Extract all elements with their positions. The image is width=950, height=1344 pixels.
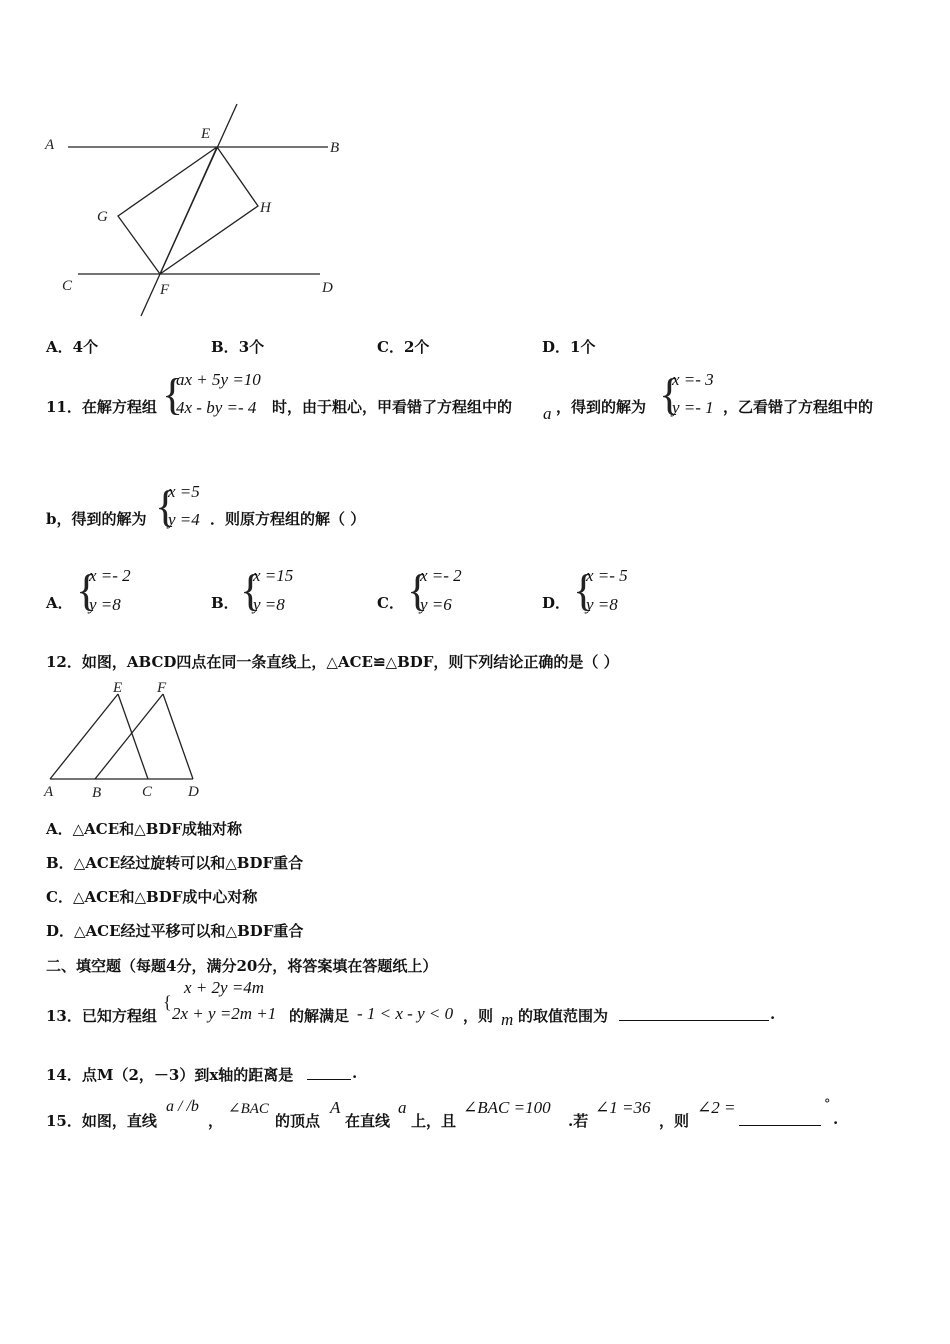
q15-part4: 在直线 [345, 1112, 391, 1130]
q11-line2-prefix: b，得到的解为 [46, 510, 147, 528]
q11-mid1: 时，由于粗心，甲看错了方程组中的 [272, 398, 513, 416]
q11-option-b-y: y =8 [253, 595, 285, 614]
label-f: F [160, 282, 170, 298]
q15-math-angle1: ∠1 =36 [595, 1098, 651, 1117]
segment-bf [95, 694, 163, 779]
segment-ae [50, 694, 118, 779]
q11-sol2-y: y =4 [168, 510, 200, 529]
q11-option-c-x: x =- 2 [420, 566, 462, 585]
q13-end: . [770, 1005, 776, 1023]
q15-part6: .若 [568, 1112, 589, 1130]
q11-option-a-letter: A． [46, 594, 73, 612]
q15-math-angle-bac: ∠BAC [228, 1101, 269, 1117]
q13-eq1: x + 2y =4m [184, 978, 265, 997]
q15-math-a-vertex: A [330, 1098, 341, 1117]
q11-option-b-brace: { [240, 566, 262, 615]
q10-option-d: D．1个 [542, 338, 596, 356]
q13-answer-blank[interactable] [619, 1006, 769, 1021]
q11-option-a-y: y =8 [89, 595, 121, 614]
q15-end: . [833, 1110, 839, 1128]
label-a: A [45, 137, 55, 153]
q12-option-c: C．△ACE和△BDF成中心对称 [46, 888, 258, 906]
segment-ec [118, 694, 148, 779]
q15-degree: ° [824, 1097, 831, 1112]
q13-eq2: 2x + y =2m +1 [172, 1004, 277, 1023]
q10-option-c: C．2个 [377, 338, 430, 356]
q11-option-a-brace: { [76, 566, 98, 615]
q15-math-line-a: a [398, 1098, 407, 1117]
label-c: C [142, 784, 153, 800]
q14-text: 14．点M（2，－3）到x轴的距离是 [46, 1066, 294, 1084]
q11-option-d-x: x =- 5 [586, 566, 628, 585]
q15-answer-blank[interactable] [739, 1111, 821, 1126]
q13-var-m: m [501, 1010, 514, 1029]
q15-part7: ，则 [659, 1112, 690, 1130]
q10-option-b: B．3个 [211, 338, 265, 356]
q15-part1: 15．如图，直线 [46, 1112, 157, 1130]
q11-option-b-letter: B． [211, 594, 239, 612]
q11-mid3: ，乙看错了方程组中的 [723, 398, 874, 416]
q11-option-d-letter: D． [542, 594, 571, 612]
label-c: C [62, 278, 73, 294]
q14-answer-blank[interactable] [307, 1065, 351, 1080]
q15-part2: ， [208, 1112, 224, 1130]
q11-sol1-x: x =- 3 [672, 370, 714, 389]
q15-math-angle-100: ∠BAC =100 [463, 1098, 551, 1117]
label-a: A [44, 784, 54, 800]
q11-brace: { [162, 370, 184, 419]
figure-triangles [40, 676, 220, 806]
q14-end: . [352, 1064, 358, 1082]
label-d: D [188, 784, 199, 800]
q11-option-d-brace: { [573, 566, 595, 615]
figure-parallel-lines [40, 100, 360, 325]
label-d: D [322, 280, 333, 296]
q11-option-c-brace: { [407, 566, 429, 615]
q15-part3: 的顶点 [275, 1112, 321, 1130]
q11-eq1: ax + 5y =10 [176, 370, 261, 389]
q11-option-b-x: x =15 [253, 566, 294, 585]
q15-part5: 上，且 [411, 1112, 457, 1130]
q12-stem: 12．如图，ABCD四点在同一条直线上，△ACE≌△BDF，则下列结论正确的是（ ） [46, 653, 619, 671]
q13-mid2: ，则 [463, 1007, 494, 1025]
q15-math-parallel: a / /b [166, 1098, 199, 1115]
q11-var-a: a [543, 404, 552, 423]
q13-prefix: 13．已知方程组 [46, 1007, 157, 1025]
q12-option-b: B．△ACE经过旋转可以和△BDF重合 [46, 854, 304, 872]
label-e: E [201, 126, 211, 142]
label-b: B [330, 140, 340, 156]
q13-brace: { [163, 992, 172, 1012]
q10-option-a: A．4个 [46, 338, 99, 356]
section-2-heading: 二、填空题（每题4分，满分20分，将答案填在答题纸上） [46, 957, 438, 975]
label-g: G [97, 209, 108, 225]
q11-sol1-y: y =- 1 [672, 398, 714, 417]
q11-sol2-x: x =5 [168, 482, 200, 501]
q11-option-a-x: x =- 2 [89, 566, 131, 585]
q11-sol1-brace: { [659, 370, 681, 419]
q13-mid: 的解满足 [289, 1007, 350, 1025]
label-e: E [113, 680, 123, 696]
segment-fd [163, 694, 193, 779]
q11-option-c-y: y =6 [420, 595, 452, 614]
label-f: F [157, 680, 167, 696]
label-h: H [260, 200, 271, 216]
q11-option-c-letter: C． [377, 594, 404, 612]
q13-suffix: 的取值范围为 [518, 1007, 609, 1025]
label-b: B [92, 785, 102, 801]
q11-mid2: ，得到的解为 [556, 398, 647, 416]
q12-option-d: D．△ACE经过平移可以和△BDF重合 [46, 922, 304, 940]
q13-ineq: - 1 < x - y < 0 [357, 1004, 454, 1023]
q11-eq2: 4x - by =- 4 [176, 398, 257, 417]
q11-prefix: 11．在解方程组 [46, 398, 157, 416]
q11-option-d-y: y =8 [586, 595, 618, 614]
q12-option-a: A．△ACE和△BDF成轴对称 [46, 820, 243, 838]
q11-sol2-brace: { [155, 482, 177, 531]
q11-line2-suffix: ．则原方程组的解（ ） [210, 510, 366, 528]
q15-math-angle2: ∠2 = [697, 1098, 736, 1117]
